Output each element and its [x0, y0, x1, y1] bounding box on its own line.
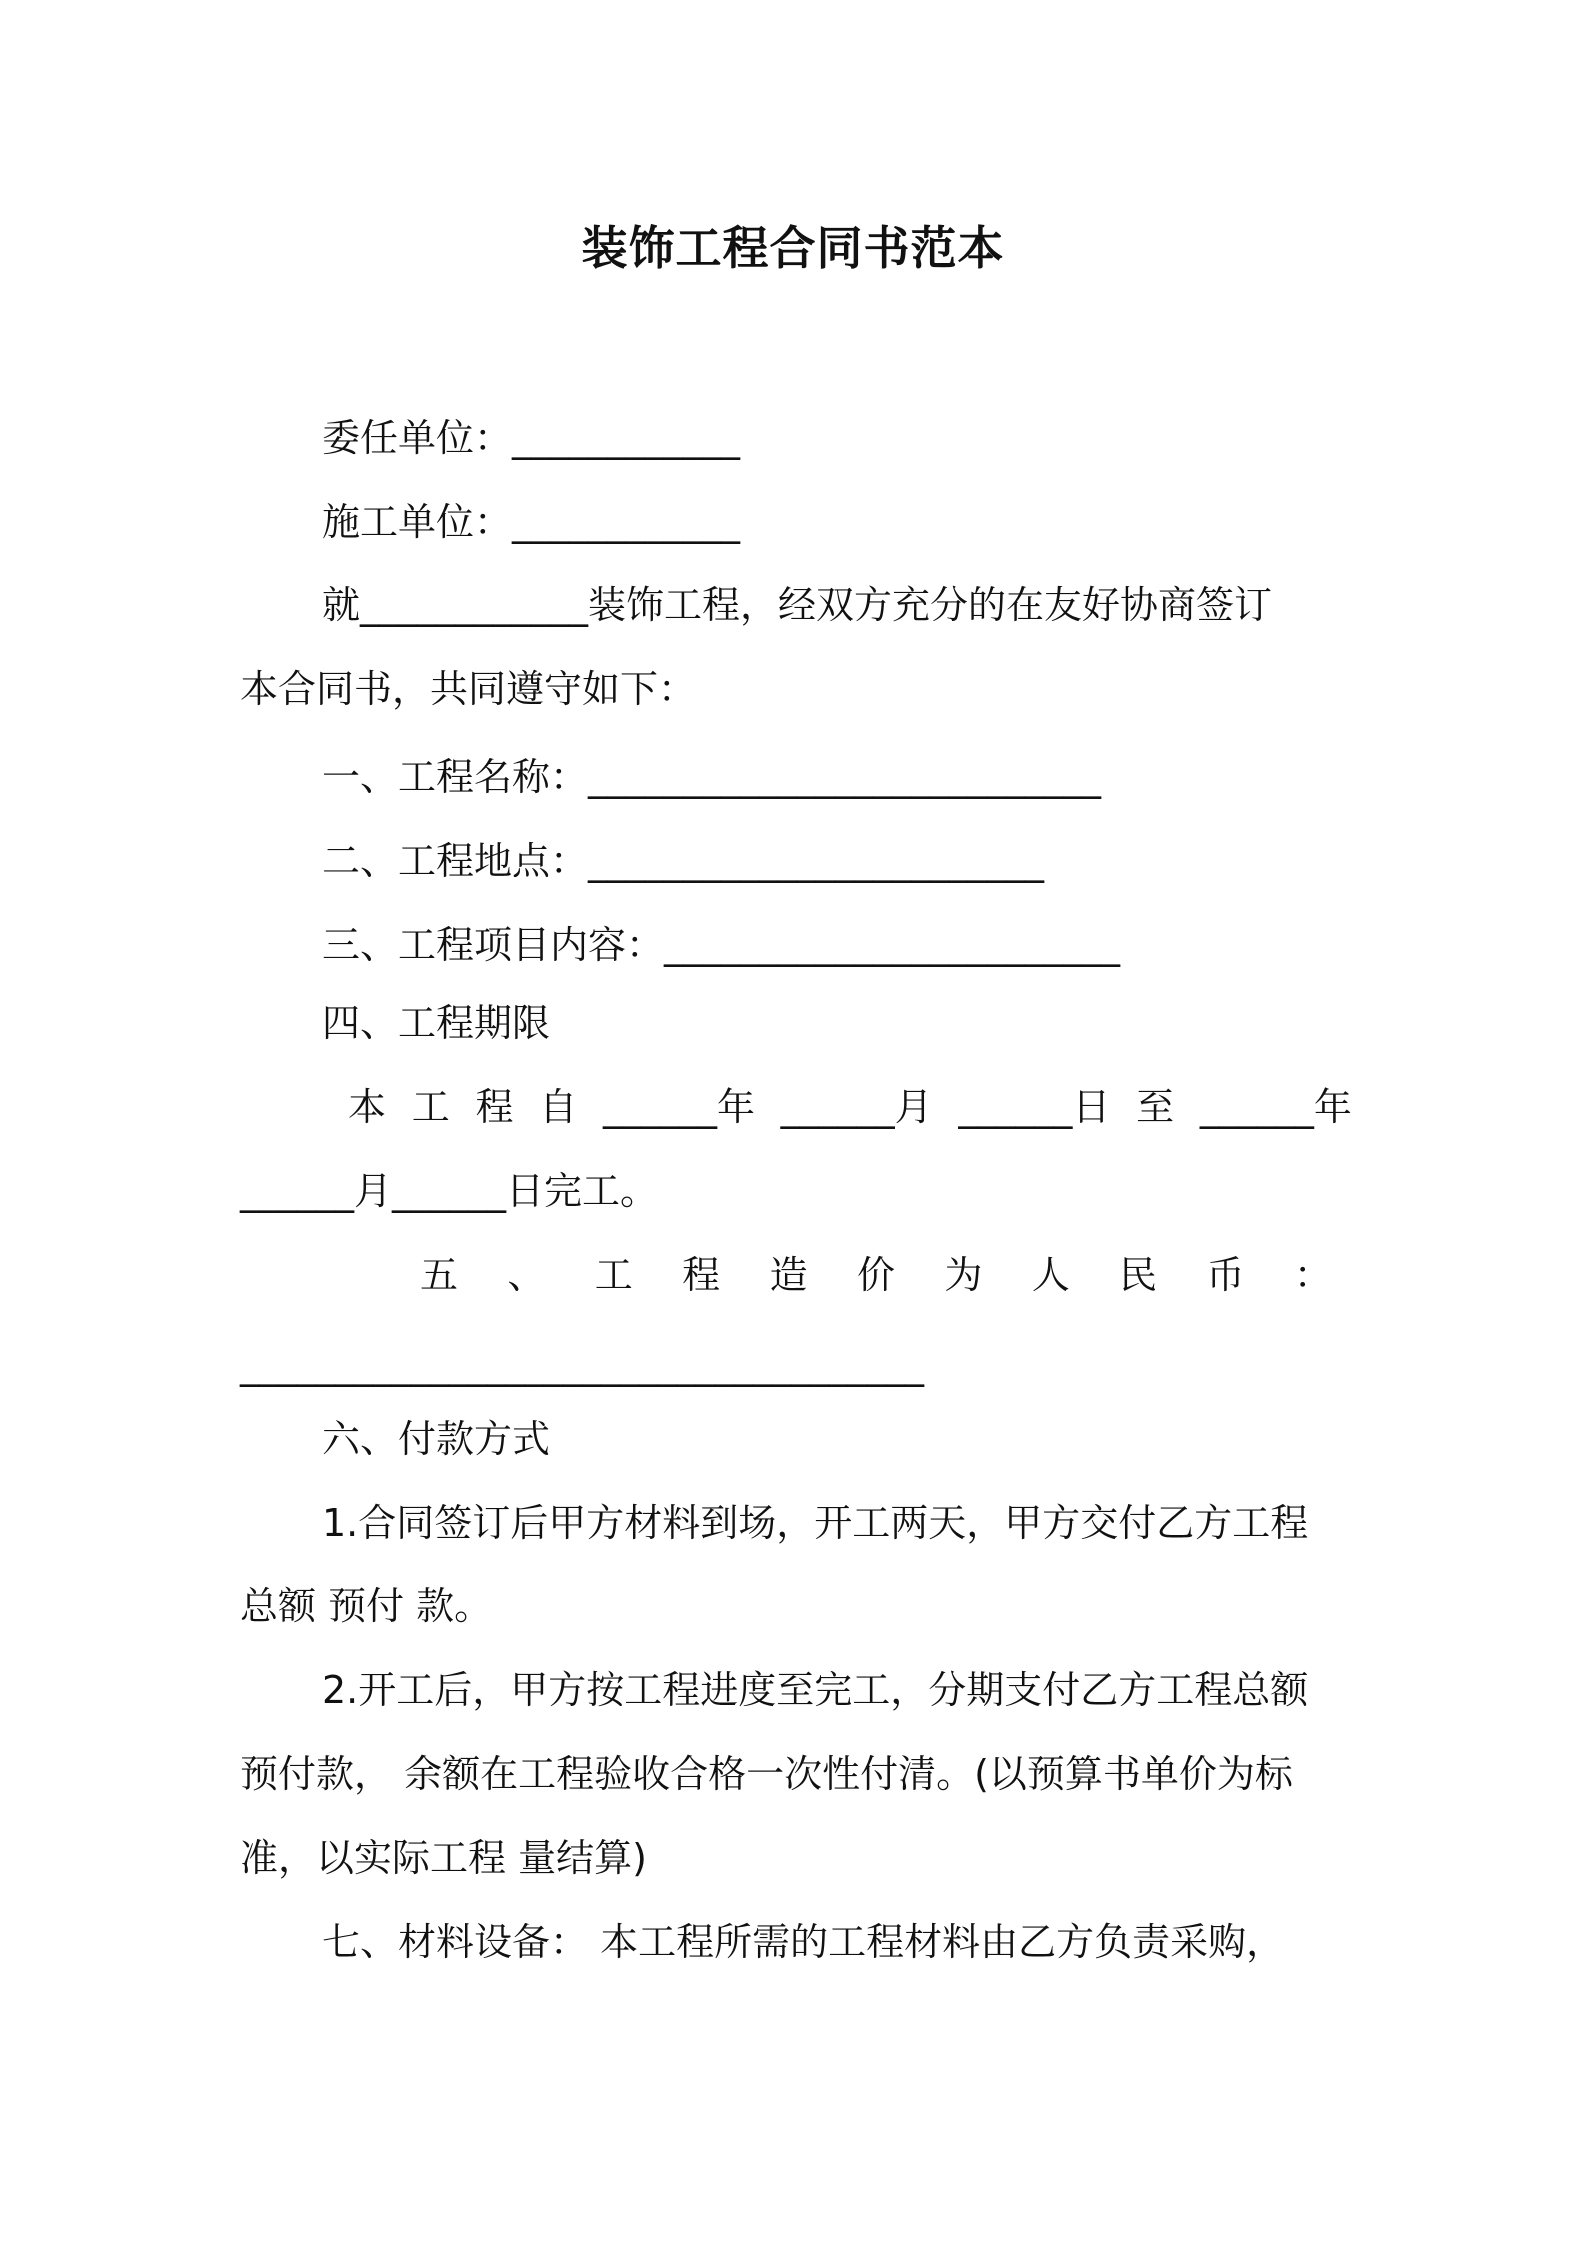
item-project-price — [420, 1250, 1332, 1300]
price-part: ： — [1293, 1253, 1332, 1297]
payment-clause-2-line-3: 准，以实际工程 量结算) — [240, 1836, 647, 1880]
period-part: 程 — [475, 1085, 514, 1129]
price-part: 人 — [1031, 1253, 1070, 1297]
item-materials-equipment: 七、材料设备： 本工程所需的工程材料由乙方负责采购， — [322, 1920, 1285, 1964]
period-part: ______日 — [958, 1085, 1111, 1129]
item-project-period: 四、工程期限 — [322, 1001, 551, 1045]
price-part: 民 — [1119, 1253, 1158, 1297]
price-part: 币 — [1206, 1253, 1245, 1297]
period-part: 本 — [348, 1085, 387, 1129]
period-part: 至 — [1136, 1085, 1175, 1129]
price-part: 五 — [420, 1253, 459, 1297]
period-line-2: ______月______日完工。 — [240, 1169, 659, 1213]
price-part: 工 — [594, 1253, 633, 1297]
price-part: 程 — [682, 1253, 721, 1297]
price-blank-line: ____________________________________ — [240, 1343, 924, 1387]
page-title: 装饰工程合同书范本 — [581, 221, 1005, 275]
item-project-content: 三、工程项目内容：________________________ — [322, 923, 1121, 967]
intro-line-2: 本合同书，共同遵守如下： — [240, 667, 697, 711]
builder-unit-line: 施工单位：____________ — [322, 500, 741, 544]
price-part: 、 — [507, 1253, 546, 1297]
item-project-name: 一、工程名称：___________________________ — [322, 755, 1102, 799]
period-part: ______月 — [780, 1085, 933, 1129]
period-part: ______年 — [602, 1085, 755, 1129]
item-project-location: 二、工程地点：________________________ — [322, 839, 1045, 883]
period-part: 自 — [539, 1085, 578, 1129]
payment-clause-2-line-2: 预付款， 余额在工程验收合格一次性付清。(以预算书单价为标 — [240, 1752, 1293, 1796]
price-part: 为 — [944, 1253, 983, 1297]
payment-clause-1-line-1: 1.合同签订后甲方材料到场，开工两天，甲方交付乙方工程 — [322, 1501, 1309, 1545]
period-part: 工 — [411, 1085, 450, 1129]
period-part: ______年 — [1199, 1085, 1352, 1129]
intro-line-1: 就____________装饰工程，经双方充分的在友好协商签订 — [322, 583, 1273, 627]
client-unit-line: 委任单位：____________ — [322, 416, 741, 460]
price-part: 价 — [856, 1253, 895, 1297]
payment-clause-2-line-1: 2.开工后，甲方按工程进度至完工，分期支付乙方工程总额 — [322, 1668, 1309, 1712]
payment-clause-1-line-2: 总额 预付 款。 — [240, 1584, 493, 1628]
period-line-1 — [348, 1082, 1352, 1132]
item-payment-method: 六、付款方式 — [322, 1417, 551, 1461]
price-part: 造 — [769, 1253, 808, 1297]
